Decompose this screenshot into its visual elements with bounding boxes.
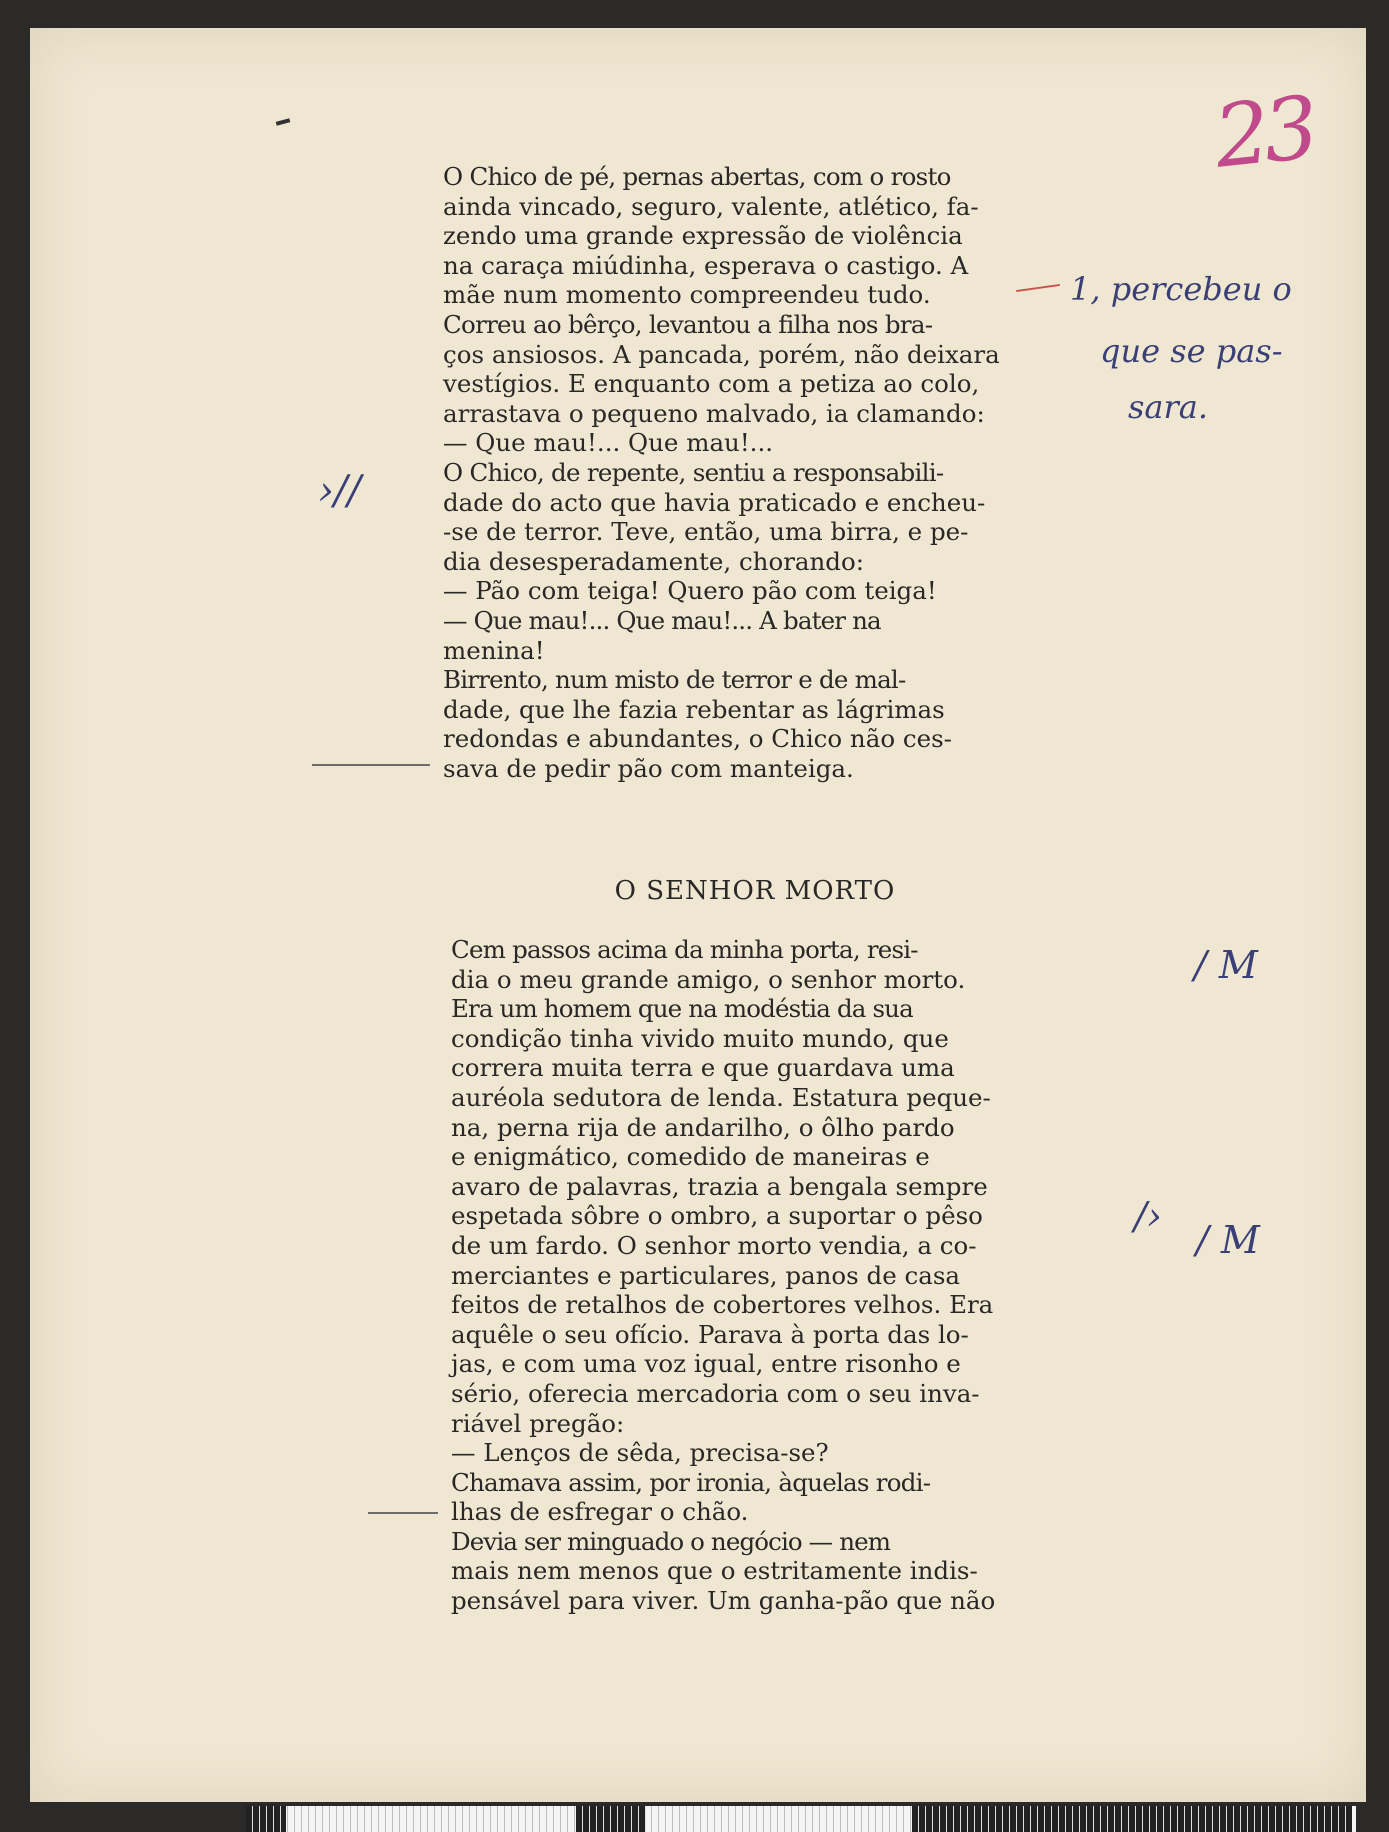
text-line: O Chico de pé, pernas abertas, com o rosto — [443, 162, 951, 191]
pencil-margin-dash-1 — [312, 764, 430, 766]
text-line: na, perna rija de andarilho, o ôlho pardo — [451, 1112, 955, 1142]
text-line: espetada sôbre o ombro, a suportar o pêso — [451, 1201, 983, 1231]
text-line: auréola sedutora de lenda. Estatura peque- — [451, 1082, 991, 1112]
text-line: Birrento, num misto de terror e de mal- — [443, 665, 906, 695]
paragraph — [413, 310, 1059, 428]
paragraph — [413, 665, 1059, 783]
text-line: menina! — [443, 635, 545, 665]
text-line: redondas e abundantes, o Chico não ces- — [443, 724, 952, 754]
text-line: Devia ser minguado o negócio — nem — [451, 1526, 891, 1556]
text-line: feitos de retalhos de cobertores velhos. Era — [451, 1290, 994, 1320]
text-line: dia desesperadamente, chorando: — [443, 546, 864, 576]
text-line: Era um homem que na modéstia da sua — [451, 994, 913, 1024]
body-text-top — [413, 162, 1059, 783]
right-margin-mark-2: /› — [1134, 1194, 1162, 1238]
ink-tick-mark — [276, 118, 291, 125]
text-line: avaro de palavras, trazia a bengala sempre — [451, 1171, 988, 1201]
text-line: — Pão com teiga! Quero pão com teiga! — [443, 576, 937, 606]
text-line: na caraça miúdinha, esperava o castigo. A — [443, 250, 969, 280]
text-line: arrastava o pequeno malvado, ia clamando: — [443, 398, 985, 428]
text-line: pensável para viver. Um ganha-pão que não — [451, 1586, 996, 1616]
body-text-bottom — [421, 935, 1069, 1616]
paragraph — [421, 1438, 1069, 1468]
paragraph — [421, 935, 1069, 994]
left-margin-mark: ›// — [318, 468, 361, 514]
text-line: dade, que lhe fazia rebentar as lágrimas — [443, 694, 945, 724]
text-line: Cem passos acima da minha porta, resi- — [451, 935, 918, 964]
text-line: O Chico, de repente, sentiu a responsabili- — [443, 457, 944, 487]
text-line: ços ansiosos. A pancada, porém, não deixara — [443, 339, 1000, 369]
paragraph — [413, 162, 1059, 310]
text-line: jas, e com uma voz igual, entre risonho e — [451, 1349, 961, 1379]
text-line: zendo uma grande expressão de violência — [443, 221, 963, 251]
text-line: — Lenços de sêda, precisa-se? — [451, 1438, 829, 1468]
paragraph — [413, 606, 1059, 665]
right-margin-mark-3: / M — [1196, 1218, 1260, 1262]
text-line: riável pregão: — [451, 1408, 625, 1438]
pencil-margin-dash-2 — [368, 1512, 438, 1514]
paragraph — [421, 1468, 1069, 1527]
margin-note-line-3: sara. — [1128, 388, 1209, 426]
text-line: de um fardo. O senhor morto vendia, a co- — [451, 1230, 977, 1260]
paragraph — [413, 428, 1059, 458]
text-line: merciantes e particulares, panos de casa — [451, 1260, 961, 1290]
text-line: vestígios. E enquanto com a petiza ao colo, — [443, 369, 980, 399]
page-number: 23 — [1210, 78, 1318, 188]
text-line: e enigmático, comedido de maneiras e — [451, 1142, 930, 1172]
text-line: Correu ao bêrço, levantou a filha nos bra- — [443, 309, 933, 339]
margin-note-line-1: 1, percebeu o — [1070, 270, 1292, 308]
text-line: dade do acto que havia praticado e encheu- — [443, 487, 986, 517]
paragraph — [421, 1527, 1069, 1616]
text-line: dia o meu grande amigo, o senhor morto. — [451, 964, 966, 994]
paragraph — [421, 994, 1069, 1438]
text-line: sério, oferecia mercadoria com o seu inva- — [451, 1378, 980, 1408]
text-line: condição tinha vivido muito mundo, que — [451, 1023, 949, 1053]
text-line: ainda vincado, seguro, valente, atlético, fa- — [443, 191, 979, 221]
text-line: — Que mau!... Que mau!... — [443, 428, 774, 458]
text-line: aquêle o seu ofício. Parava à porta das lo- — [451, 1319, 969, 1349]
text-line: mais nem menos que o estritamente indis- — [451, 1556, 978, 1586]
paragraph — [413, 458, 1059, 576]
text-line: lhas de esfregar o chão. — [451, 1497, 749, 1527]
text-line: -se de terror. Teve, então, uma birra, e pe- — [443, 517, 969, 547]
text-line: sava de pedir pão com manteiga. — [443, 753, 854, 783]
document-page — [30, 28, 1366, 1802]
text-line: correra muita terra e que guardava uma — [451, 1053, 955, 1083]
section-heading: O SENHOR MORTO — [614, 876, 896, 906]
scale-ruler — [246, 1806, 1356, 1832]
paragraph — [413, 576, 1059, 606]
text-line: mãe num momento compreendeu tudo. — [443, 280, 931, 310]
right-margin-mark-1: / M — [1194, 943, 1258, 987]
text-line: — Que mau!... Que mau!... A bater na — [443, 605, 881, 635]
text-line: Chamava assim, por ironia, àquelas rodi- — [451, 1467, 931, 1497]
margin-note-line-2: que se pas- — [1100, 332, 1283, 370]
